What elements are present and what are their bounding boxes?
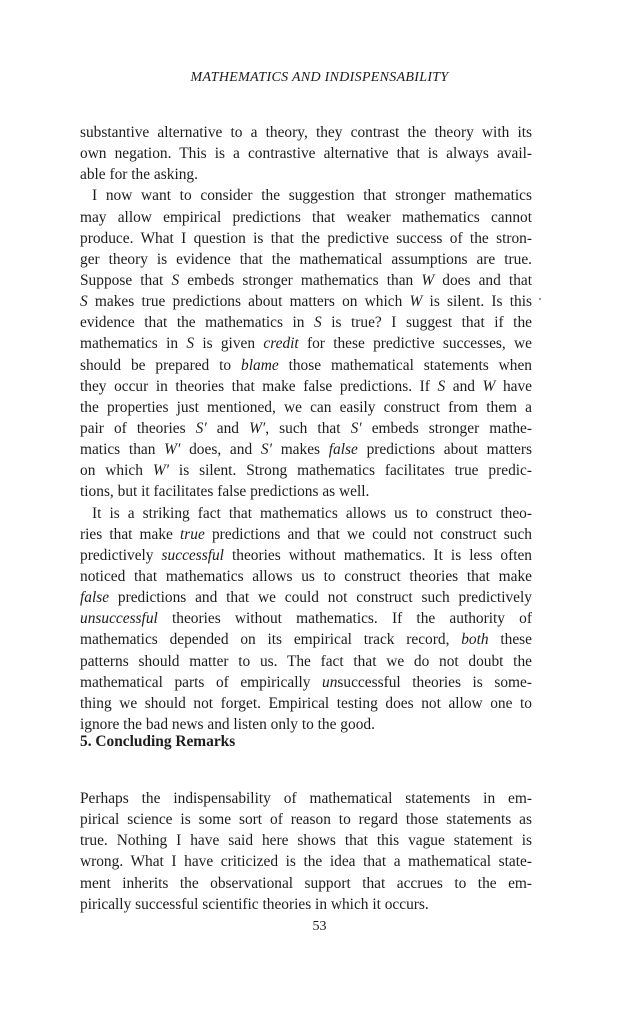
text-run: is given <box>194 335 264 353</box>
text-line <box>80 333 532 354</box>
text-line <box>80 693 532 714</box>
text-run: pirically successful scientific theories in which it occurs. <box>80 895 429 913</box>
running-head: MATHEMATICS AND INDISPENSABILITY <box>190 70 449 85</box>
text-run: ries that make <box>80 525 181 543</box>
paragraph <box>80 503 532 736</box>
text-run: successful theories is some- <box>337 673 532 691</box>
text-run: wrong. What I have criticized is the idea that a mathematical state- <box>80 853 532 871</box>
text-line <box>80 809 532 830</box>
text-run: thing we should not forget. Empirical testing does not allow one to <box>80 694 532 712</box>
section-heading: 5. Concluding Remarks <box>80 733 236 750</box>
text-run: they occur in theories that make false predictions. If <box>80 377 438 395</box>
body-text-concluding <box>80 788 532 915</box>
text-run: those mathematical statements when <box>278 356 532 374</box>
text-line <box>80 830 532 851</box>
text-run: ment inherits the observational support that accrues to the em- <box>80 874 532 892</box>
italic-run: blame <box>241 356 279 374</box>
text-run: matics than <box>80 441 165 459</box>
text-line <box>80 207 532 228</box>
text-line <box>80 397 532 418</box>
text-run: It is a striking fact that mathematics allows us to construct theo- <box>92 504 532 522</box>
text-run: predictively <box>80 546 162 564</box>
text-line <box>80 503 532 524</box>
text-run: mathematics depended on its empirical track record, <box>80 631 462 649</box>
italic-run: credit <box>263 335 299 353</box>
italic-run: W <box>409 293 423 311</box>
italic-run: false <box>328 441 358 459</box>
text-line <box>80 122 532 143</box>
text-line <box>80 788 532 809</box>
text-run: ger theory is evidence that the mathematical assumptions are true. <box>80 250 532 268</box>
text-run: ignore the bad news and listen only to the good. <box>80 715 375 733</box>
text-line <box>80 418 532 439</box>
paragraph <box>80 122 532 185</box>
text-run: pirical science is some sort of reason to regard those statements as <box>80 811 532 829</box>
text-line <box>80 629 532 650</box>
italic-run: S′ <box>350 419 362 437</box>
margin-speck <box>539 298 541 300</box>
page-number: 53 <box>312 919 327 934</box>
italic-run: W′ <box>249 419 266 437</box>
text-line <box>80 894 532 915</box>
text-run: Suppose that <box>80 271 172 289</box>
text-run: is silent. Is this <box>422 293 532 311</box>
text-line <box>80 185 532 206</box>
paragraph <box>80 185 532 502</box>
text-run: makes <box>271 441 329 459</box>
text-run: and <box>206 419 250 437</box>
text-run: may allow empirical predictions that weaker mathematics cannot <box>80 208 532 226</box>
italic-run: both <box>461 631 489 649</box>
text-line <box>80 608 532 629</box>
italic-run: true <box>180 525 205 543</box>
text-line <box>80 545 532 566</box>
italic-run: W′ <box>152 462 170 480</box>
text-line <box>80 566 532 587</box>
text-run: embeds stronger mathe- <box>361 419 532 437</box>
text-line <box>80 143 532 164</box>
text-line <box>80 291 532 312</box>
text-line <box>80 164 532 185</box>
text-run: predictions and that we could not construct such <box>204 525 532 543</box>
text-line <box>80 714 532 735</box>
text-line <box>80 672 532 693</box>
text-line <box>80 873 532 894</box>
italic-run: W <box>421 271 435 289</box>
text-run: tions, but it facilitates false predictions as well. <box>80 483 370 501</box>
italic-run: S′ <box>195 419 207 437</box>
text-line <box>80 376 532 397</box>
text-line <box>80 270 532 291</box>
text-run: these <box>488 631 532 649</box>
text-run: , such that <box>265 419 351 437</box>
text-run: noticed that mathematics allows us to construct theories that make <box>80 567 532 585</box>
text-run: does, and <box>180 441 261 459</box>
text-run: evidence that the mathematics in <box>80 314 314 332</box>
text-run: patterns should matter to us. The fact that we do not doubt the <box>80 652 532 670</box>
italic-run: false <box>80 589 110 607</box>
text-run: own negation. This is a contrastive alternative that is always avail- <box>80 145 532 163</box>
italic-run: S′ <box>260 441 272 459</box>
text-line <box>80 249 532 270</box>
text-run: should be prepared to <box>80 356 242 374</box>
text-run: is true? I suggest that if the <box>321 314 532 332</box>
text-run: pair of theories <box>80 419 196 437</box>
italic-run: W′ <box>164 441 181 459</box>
text-run: theories without mathematics. It is less often <box>223 546 532 564</box>
text-run: makes true predictions about matters on which <box>87 293 410 311</box>
text-run: predictions about matters <box>357 441 532 459</box>
paragraph <box>80 788 532 915</box>
italic-run: unsuccessful <box>80 610 158 628</box>
text-run: produce. What I question is that the predictive success of the stron- <box>80 229 532 247</box>
text-line <box>80 355 532 376</box>
text-run: and <box>445 377 483 395</box>
italic-run: S <box>80 293 88 311</box>
body-text-main <box>80 122 532 735</box>
text-run: substantive alternative to a theory, they contrast the theory with its <box>80 124 532 141</box>
text-run: mathematical parts of empirically <box>80 673 323 691</box>
text-line <box>80 228 532 249</box>
text-line <box>80 851 532 872</box>
text-run: on which <box>80 462 153 480</box>
text-line <box>80 481 532 502</box>
italic-run: S <box>186 335 195 353</box>
text-run: true. Nothing I have said here shows that this vague statement is <box>80 832 532 850</box>
italic-run: un <box>322 673 338 691</box>
text-line <box>80 524 532 545</box>
text-run: able for the asking. <box>80 166 198 184</box>
text-run: for these predictive successes, we <box>298 335 532 353</box>
text-run: theories without mathematics. If the authority of <box>157 610 532 628</box>
italic-run: W <box>482 377 496 395</box>
text-run: Perhaps the indispensability of mathematical statements in em- <box>80 790 532 807</box>
text-run: I now want to consider the suggestion that stronger mathematics <box>92 187 532 205</box>
text-run: mathematics in <box>80 335 187 353</box>
text-run: is silent. Strong mathematics facilitates true predic- <box>169 462 532 480</box>
text-run: the properties just mentioned, we can easily construct from them a <box>80 398 532 416</box>
text-line <box>80 460 532 481</box>
italic-run: S <box>437 377 446 395</box>
text-run: predictions and that we could not construct such predictively <box>109 589 532 607</box>
text-line <box>80 312 532 333</box>
text-line <box>80 651 532 672</box>
italic-run: S <box>313 314 322 332</box>
text-line <box>80 587 532 608</box>
text-run: embeds stronger mathematics than <box>179 271 422 289</box>
italic-run: S <box>171 271 180 289</box>
text-run: does and that <box>434 271 532 289</box>
italic-run: successful <box>161 546 224 564</box>
text-line <box>80 439 532 460</box>
text-run: have <box>495 377 532 395</box>
